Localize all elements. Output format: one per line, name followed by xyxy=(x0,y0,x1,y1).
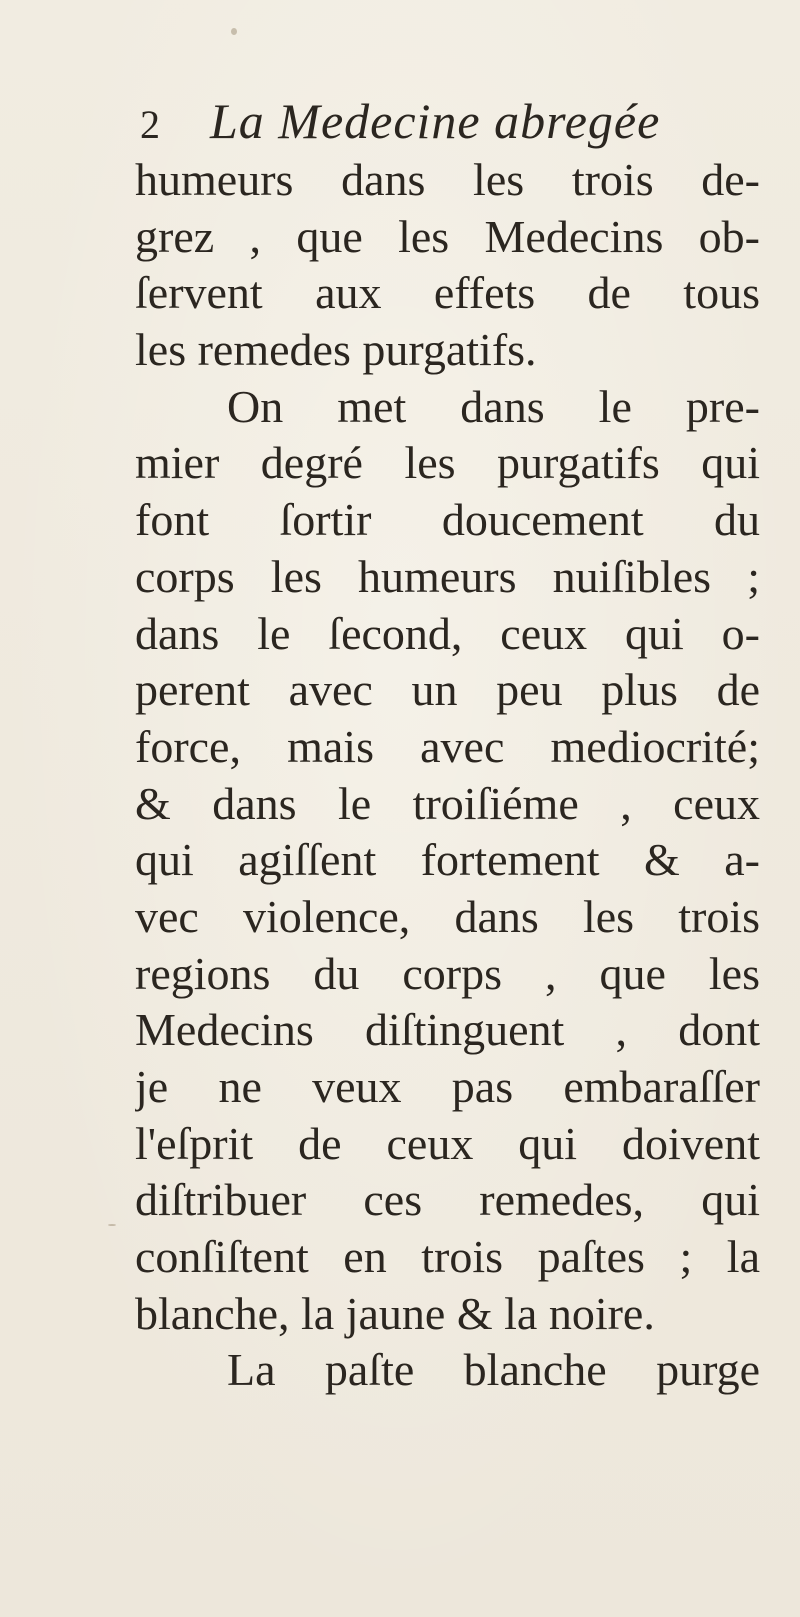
text-line: Medecins diſtinguent , dont xyxy=(135,1004,760,1056)
page-number: 2 xyxy=(140,102,160,147)
text-line: je ne veux pas embaraſſer xyxy=(135,1061,760,1112)
text-line: corps les humeurs nuiſibles ; xyxy=(135,550,760,602)
body-text xyxy=(135,152,760,1399)
text-line: force, mais avec mediocrité; xyxy=(135,720,760,772)
page-header xyxy=(140,92,660,148)
text-line: qui agiſſent fortement & a- xyxy=(135,834,760,886)
text-line: conſiſtent en trois paſtes ; la xyxy=(135,1231,760,1283)
text-line: humeurs dans les trois de- xyxy=(135,154,760,205)
text-line: mier degré les purgatifs qui xyxy=(135,437,760,489)
text-line: les remedes purgatifs. xyxy=(135,324,537,376)
text-line: font ſortir doucement du xyxy=(135,494,760,546)
paragraph-first-line: La paſte blanche purge xyxy=(227,1344,760,1396)
ink-speck xyxy=(108,1224,116,1226)
text-line: grez , que les Medecins ob- xyxy=(135,210,760,262)
running-title: La Medecine abregée xyxy=(210,93,661,149)
text-line: diſtribuer ces remedes, qui xyxy=(135,1174,760,1226)
ink-speck xyxy=(231,28,237,35)
text-line: perent avec un peu plus de xyxy=(135,664,760,716)
text-line: & dans le troiſiéme , ceux xyxy=(135,777,760,829)
text-line: blanche, la jaune & la noire. xyxy=(135,1287,655,1339)
text-line: regions du corps , que les xyxy=(135,947,760,999)
paragraph-first-line: On met dans le pre- xyxy=(227,380,760,432)
text-line: dans le ſecond, ceux qui o- xyxy=(135,607,760,659)
text-line: vec violence, dans les trois xyxy=(135,890,760,942)
text-line: l'eſprit de ceux qui doivent xyxy=(135,1117,760,1169)
text-line: ſervent aux effets de tous xyxy=(135,267,760,319)
